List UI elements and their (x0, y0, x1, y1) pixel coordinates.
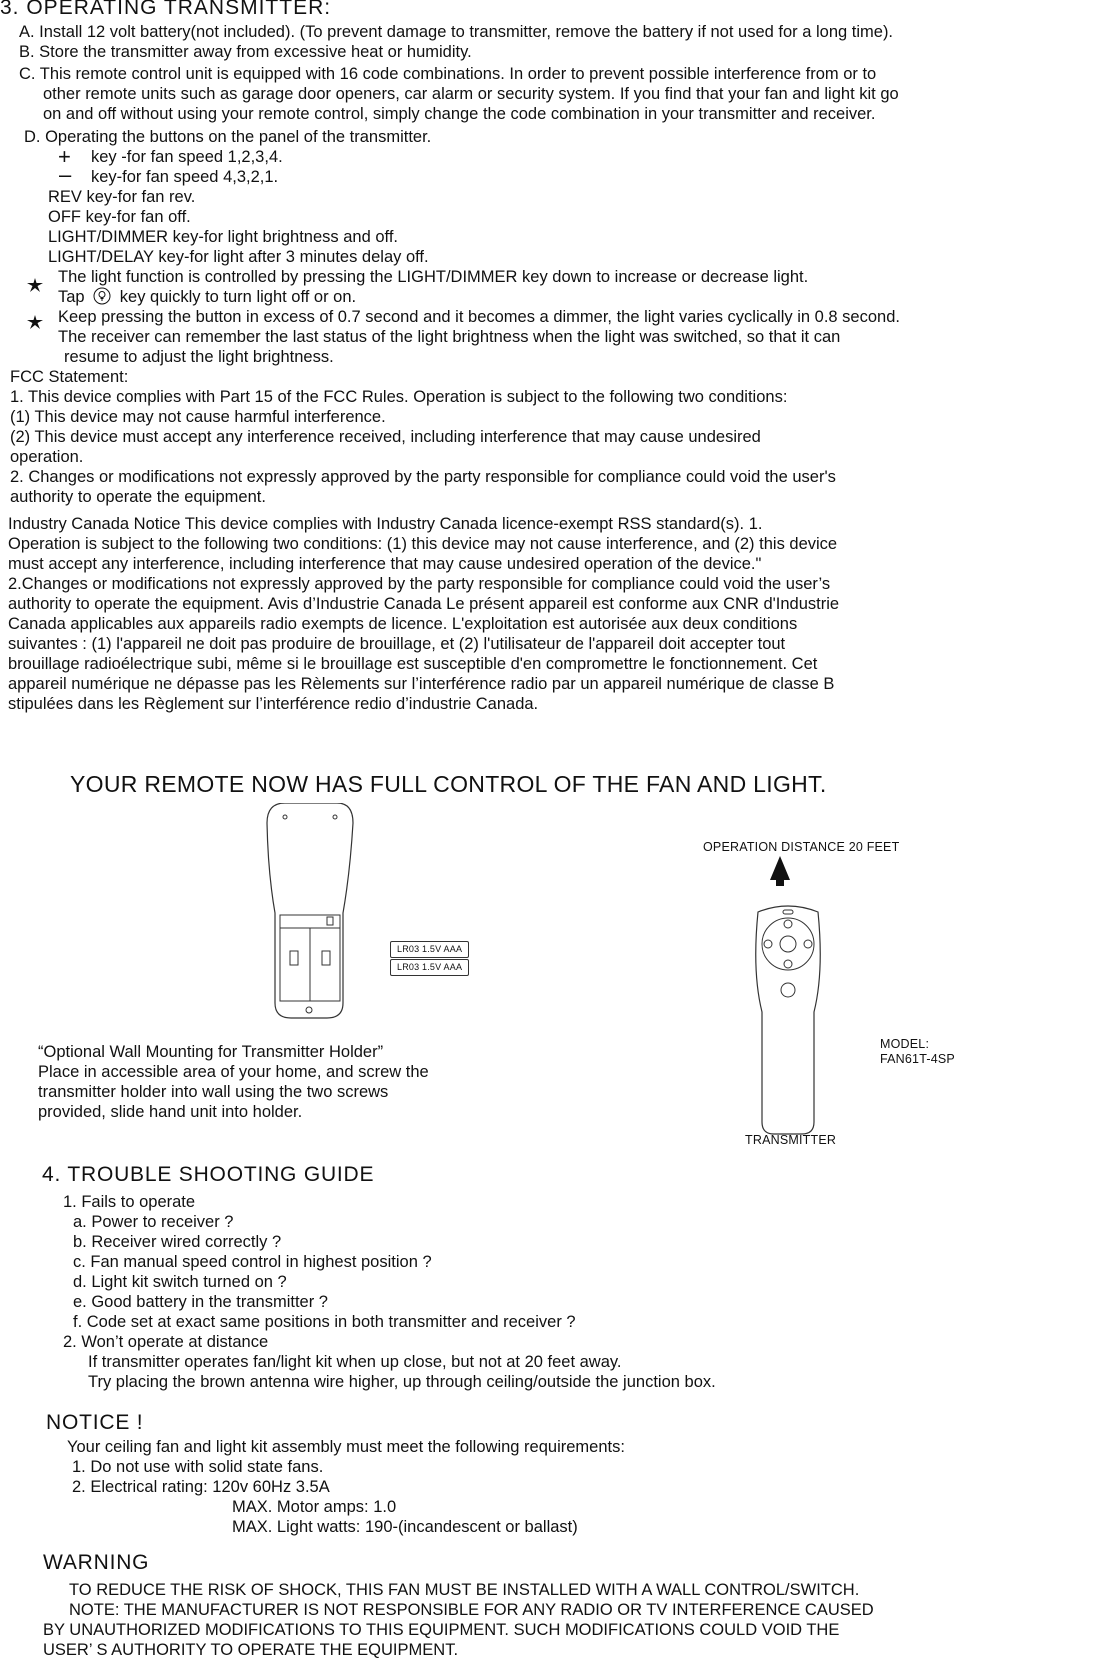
rev-key-text: REV key-for fan rev. (48, 188, 196, 206)
trouble-item-1f: f. Code set at exact same positions in both transmitter and receiver ? (73, 1313, 576, 1331)
battery-1 (390, 941, 469, 958)
transmitter-front-illustration (750, 852, 825, 1137)
star-bullet-icon (27, 315, 43, 329)
battery-1-label: LR03 1.5V AAA (397, 944, 463, 954)
plus-key-text: key -for fan speed 1,2,3,4. (91, 148, 283, 166)
light-bulb-icon (93, 287, 111, 305)
battery-2-label: LR03 1.5V AAA (397, 962, 463, 972)
ic-line8: brouillage radioélectrique subi, même si le brouillage est susceptible d'en compromettre le fonctionnement. Cet (8, 655, 818, 673)
minus-key-text: key-for fan speed 4,3,2,1. (91, 168, 279, 186)
trouble-item-2: 2. Won’t operate at distance (63, 1333, 269, 1351)
trouble-item-2-line2: Try placing the brown antenna wire higher, up through ceiling/outside the junction box. (88, 1373, 716, 1391)
plus-key-icon: + (58, 144, 71, 169)
warning-title: WARNING (43, 1551, 150, 1574)
tap-prefix: Tap (58, 288, 85, 306)
ic-line3: must accept any interference, including interference that may cause undesired operation of the device." (8, 555, 762, 573)
notice-intro: Your ceiling fan and light kit assembly must meet the following requirements: (67, 1438, 625, 1456)
fcc-line1: 1. This device complies with Part 15 of the FCC Rules. Operation is subject to the following two conditions: (10, 388, 788, 406)
holder-line1: Place in accessible area of your home, and screw the (38, 1063, 429, 1081)
memory-note-line1: The receiver can remember the last status of the light brightness when the light was switched, so that it can (58, 328, 841, 346)
notice-req-2: 2. Electrical rating: 120v 60Hz 3.5A (72, 1478, 330, 1496)
battery-2 (390, 959, 469, 976)
item-c-line3: on and off without using your remote control, simply change the code combination in your transmitter and receiver. (43, 105, 876, 123)
item-a: A. Install 12 volt battery(not included). (To prevent damage to transmitter, remove the battery if not used for a long time). (19, 23, 894, 41)
transmitter-label: TRANSMITTER (745, 1133, 837, 1147)
warning-line2: NOTE: THE MANUFACTURER IS NOT RESPONSIBLE FOR ANY RADIO OR TV INTERFERENCE CAUSED (69, 1601, 874, 1619)
trouble-item-1a: a. Power to receiver ? (73, 1213, 234, 1231)
memory-note-line2: resume to adjust the light brightness. (64, 348, 334, 366)
notice-req-3: MAX. Motor amps: 1.0 (232, 1498, 397, 1516)
star-bullet-icon (27, 278, 43, 292)
trouble-item-1d: d. Light kit switch turned on ? (73, 1273, 287, 1291)
section-3-title: 3. OPERATING TRANSMITTER: (0, 0, 332, 19)
trouble-item-2-line1: If transmitter operates fan/light kit when up close, but not at 20 feet away. (88, 1353, 622, 1371)
warning-line1: TO REDUCE THE RISK OF SHOCK, THIS FAN MUST BE INSTALLED WITH A WALL CONTROL/SWITCH. (69, 1581, 860, 1599)
trouble-item-1c: c. Fan manual speed control in highest position ? (73, 1253, 432, 1271)
item-b: B. Store the transmitter away from excessive heat or humidity. (19, 43, 472, 61)
operation-distance-label: OPERATION DISTANCE 20 FEET (703, 840, 900, 854)
minus-key-icon: – (59, 162, 72, 187)
off-key-text: OFF key-for fan off. (48, 208, 191, 226)
signal-arrow-icon (770, 856, 790, 886)
tap-note (58, 287, 356, 307)
notice-req-4: MAX. Light watts: 190-(incandescent or ballast) (232, 1518, 578, 1536)
warning-line4: USER’ S AUTHORITY TO OPERATE THE EQUIPMENT. (43, 1641, 459, 1659)
warning-line3: BY UNAUTHORIZED MODIFICATIONS TO THIS EQUIPMENT. SUCH MODIFICATIONS COULD VOID THE (43, 1621, 840, 1639)
holder-line3: provided, slide hand unit into holder. (38, 1103, 303, 1121)
remote-headline: YOUR REMOTE NOW HAS FULL CONTROL OF THE FAN AND LIGHT. (70, 771, 827, 797)
trouble-item-1: 1. Fails to operate (63, 1193, 196, 1211)
holder-title: “Optional Wall Mounting for Transmitter Holder” (38, 1043, 384, 1061)
notice-req-1: 1. Do not use with solid state fans. (72, 1458, 324, 1476)
fcc-line6: authority to operate the equipment. (10, 488, 266, 506)
ic-line9: appareil numérique ne dépasse pas les Rèlements sur l’interférence radio par un appareil numérique de classe B (8, 675, 835, 693)
item-c-line1: C. This remote control unit is equipped with 16 code combinations. In order to prevent possible interference from or to (19, 65, 877, 83)
fcc-line3: (2) This device must accept any interference received, including interference that may cause undesired (10, 428, 761, 446)
item-c-line2: other remote units such as garage door openers, car alarm or security system. If you find that your fan and light kit go (43, 85, 899, 103)
ic-line10: stipulées dans les Règlement sur l’interférence redio d’industrie Canada. (8, 695, 539, 713)
light-function-note: The light function is controlled by pressing the LIGHT/DIMMER key down to increase or decrease light. (58, 268, 809, 286)
holder-line2: transmitter holder into wall using the two screws (38, 1083, 389, 1101)
ic-line4: 2.Changes or modifications not expressly approved by the party responsible for compliance could void the user’s (8, 575, 831, 593)
fcc-line4: operation. (10, 448, 84, 466)
light-button-icon (781, 983, 795, 997)
ic-line2: Operation is subject to the following two conditions: (1) this device may not cause interference, and (2) this device (8, 535, 838, 553)
notice-title: NOTICE ! (46, 1411, 144, 1434)
trouble-item-1b: b. Receiver wired correctly ? (73, 1233, 282, 1251)
light-delay-key-text: LIGHT/DELAY key-for light after 3 minutes delay off. (48, 248, 429, 266)
fcc-title: FCC Statement: (10, 368, 129, 386)
item-d: D. Operating the buttons on the panel of the transmitter. (24, 128, 432, 146)
model-number: FAN61T-4SP (880, 1052, 955, 1066)
tap-suffix: key quickly to turn light off or on. (119, 288, 357, 306)
ic-line7: suivantes : (1) l'appareil ne doit pas produire de brouillage, et (2) l'utilisateur de l'appareil doit accepter tout (8, 635, 786, 653)
trouble-item-1e: e. Good battery in the transmitter ? (73, 1293, 328, 1311)
ic-line6: Canada applicables aux appareils radio exempts de licence. L'exploitation est autorisée aux deux conditions (8, 615, 798, 633)
remote-back-illustration (265, 803, 465, 1023)
model-label: MODEL: (880, 1037, 930, 1051)
ic-line5: authority to operate the equipment. Avis d’Industrie Canada Le présent appareil est conforme aux CNR d'Industrie (8, 595, 840, 613)
fcc-line5: 2. Changes or modifications not expressly approved by the party responsible for compliance could void the user's (10, 468, 836, 486)
section-4-title: 4. TROUBLE SHOOTING GUIDE (42, 1163, 375, 1186)
fcc-line2: (1) This device may not cause harmful interference. (10, 408, 386, 426)
light-dimmer-key-text: LIGHT/DIMMER key-for light brightness and off. (48, 228, 398, 246)
dimmer-hold-note: Keep pressing the button in excess of 0.7 second and it becomes a dimmer, the light varies cyclically in 0.8 second. (58, 308, 900, 326)
ic-line1: Industry Canada Notice This device complies with Industry Canada licence-exempt RSS standard(s). 1. (8, 515, 763, 533)
